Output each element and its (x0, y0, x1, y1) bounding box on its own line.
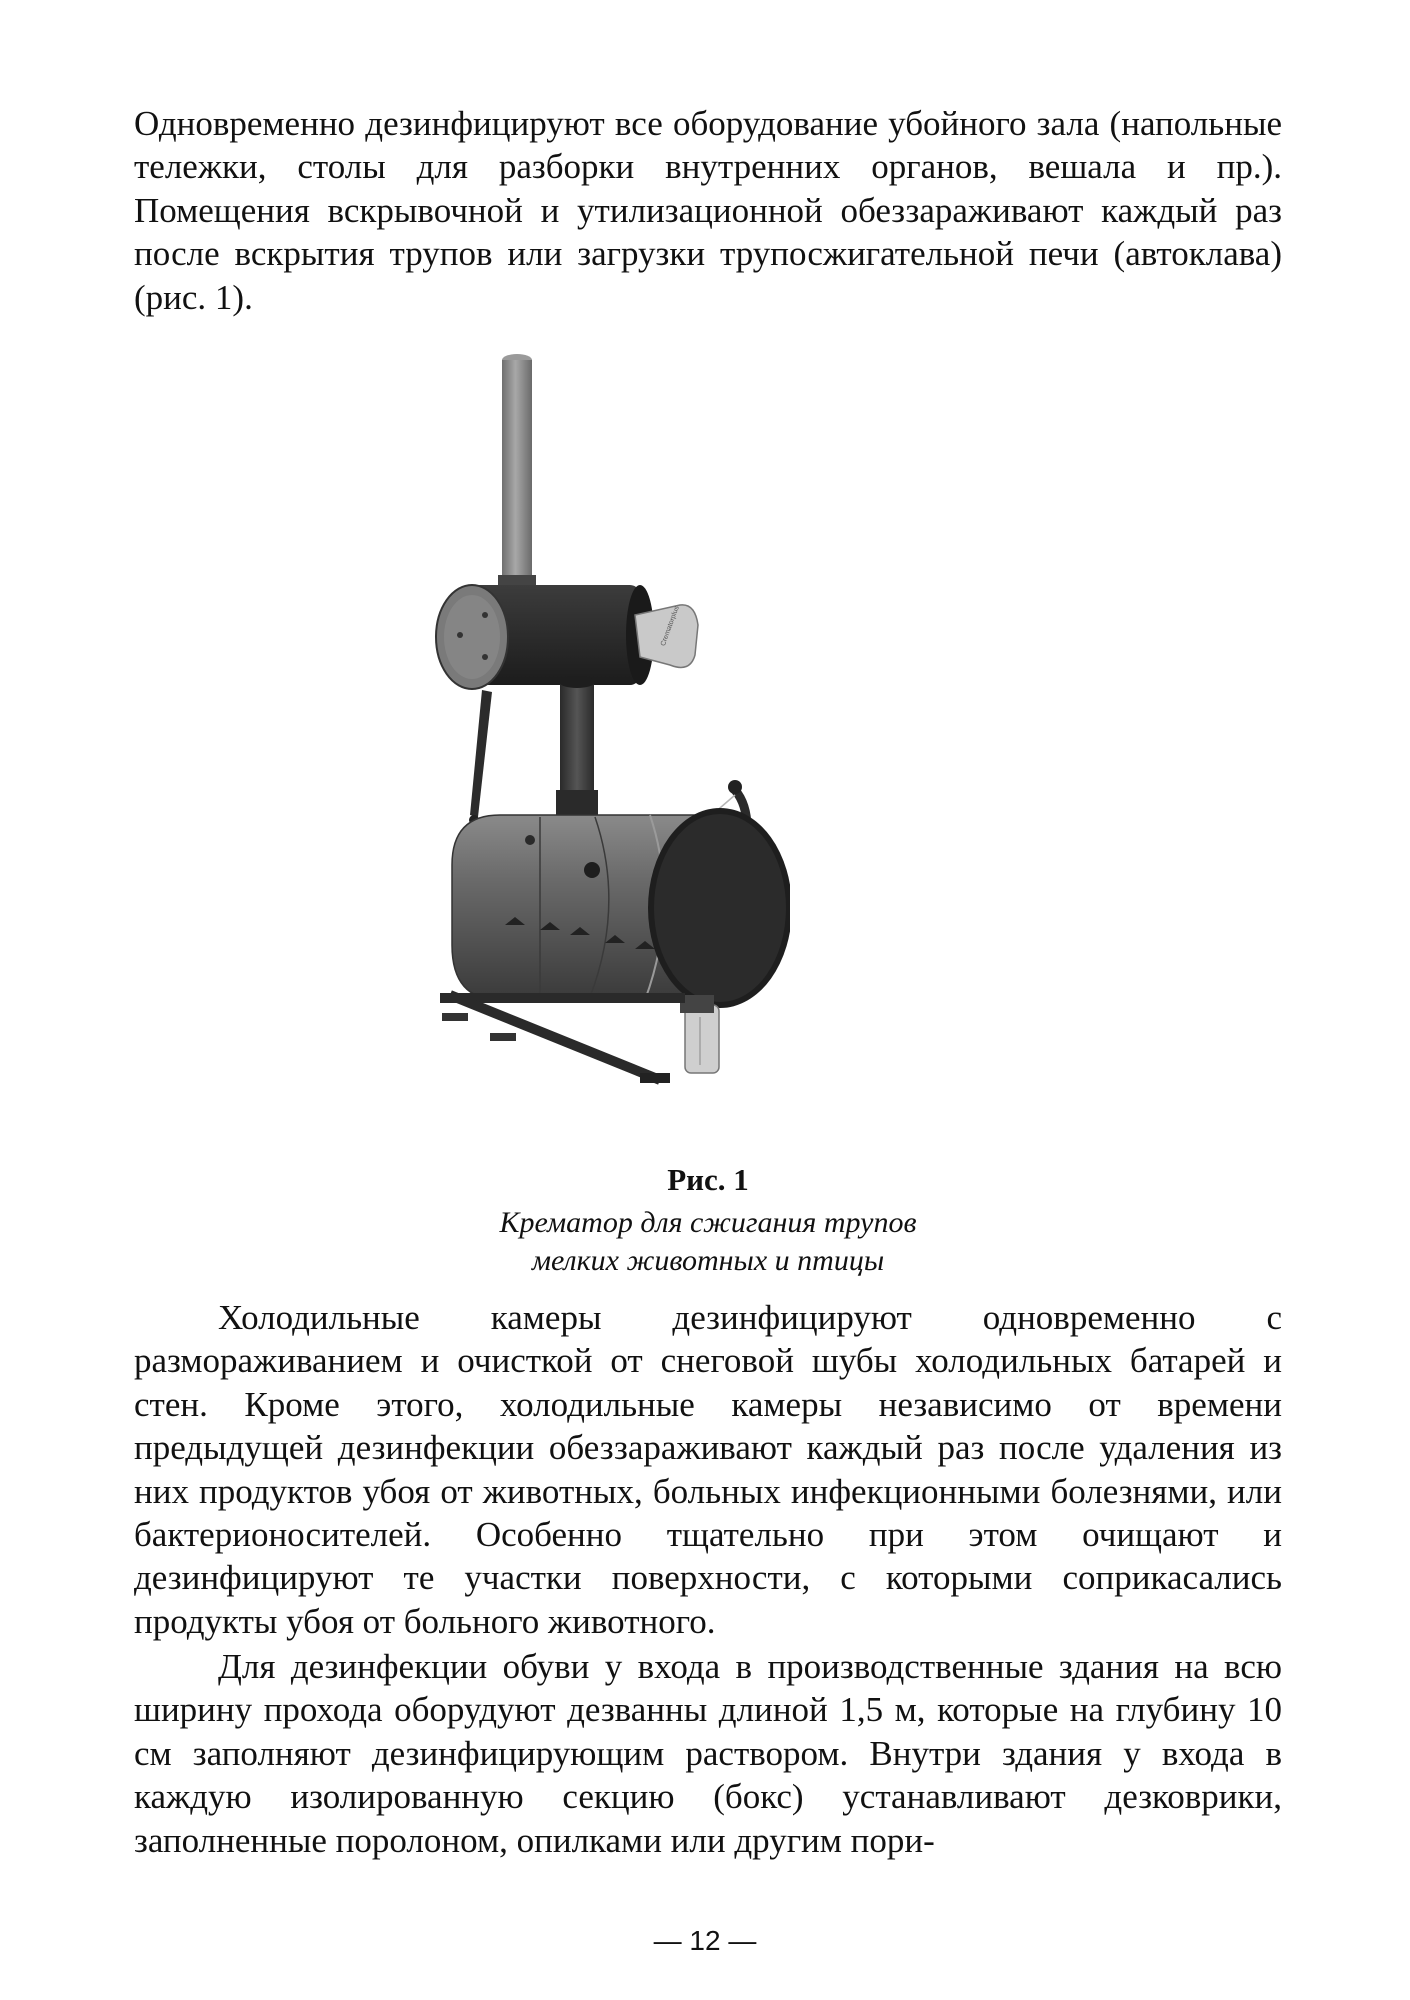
paragraph-refrigeration: Холодильные камеры дезинфицируют одновременно с размораживанием и очисткой от снеговой шубы холодильных батарей и стен. Кроме этого, холодильные камеры независимо от времени предыдущей дезинфекции обеззараживают каждый раз после удаления из них продуктов убоя от животных, больных инфекционными болезнями, или бактерионосителей. Особенно тщательно при этом очищают и дезинфицируют те участки поверхности, с которыми соприкасались продукты убоя от больного животного. (134, 1298, 1282, 1641)
page-number: — 12 — (653, 1925, 757, 1956)
figure-caption (134, 1204, 1282, 1280)
figure-number: Рис. 1 (667, 1162, 749, 1197)
paragraph-footwear: Для дезинфекции обуви у входа в производственные здания на всю ширину прохода оборудуют дезванны длиной 1,5 м, которые на глубину 10 см заполняют дезинфицирующим раствором. Внутри здания у входа в каждую изолированную секцию (бокс) устанавливают дезковрики, заполненные поролоном, опилками или другим пори- (134, 1647, 1282, 1860)
front-door (648, 808, 790, 1008)
afterburner-drum (436, 585, 654, 689)
burner-label: Crematorplus (659, 605, 681, 648)
connecting-pipe (556, 676, 598, 820)
base-frame (440, 993, 685, 1083)
paragraph-intro: Одновременно дезинфицируют все оборудование убойного зала (напольные тележки, столы для разборки внутренних органов, вешала и пр.). Помещения вскрывочной и утилизационной обеззараживают каждый раз после вскрытия трупов или загрузки трупосжигательной печи (автоклава) (рис. 1). (134, 104, 1282, 317)
lower-burner (680, 995, 719, 1073)
support-strut (469, 690, 492, 825)
chimney (498, 354, 536, 593)
figure-caption-line2: мелких животных и птицы (531, 1244, 885, 1277)
cremator-figure (430, 345, 790, 1120)
figure-caption-line1: Крематор для сжигания трупов (499, 1206, 917, 1239)
upper-burner (635, 605, 698, 668)
